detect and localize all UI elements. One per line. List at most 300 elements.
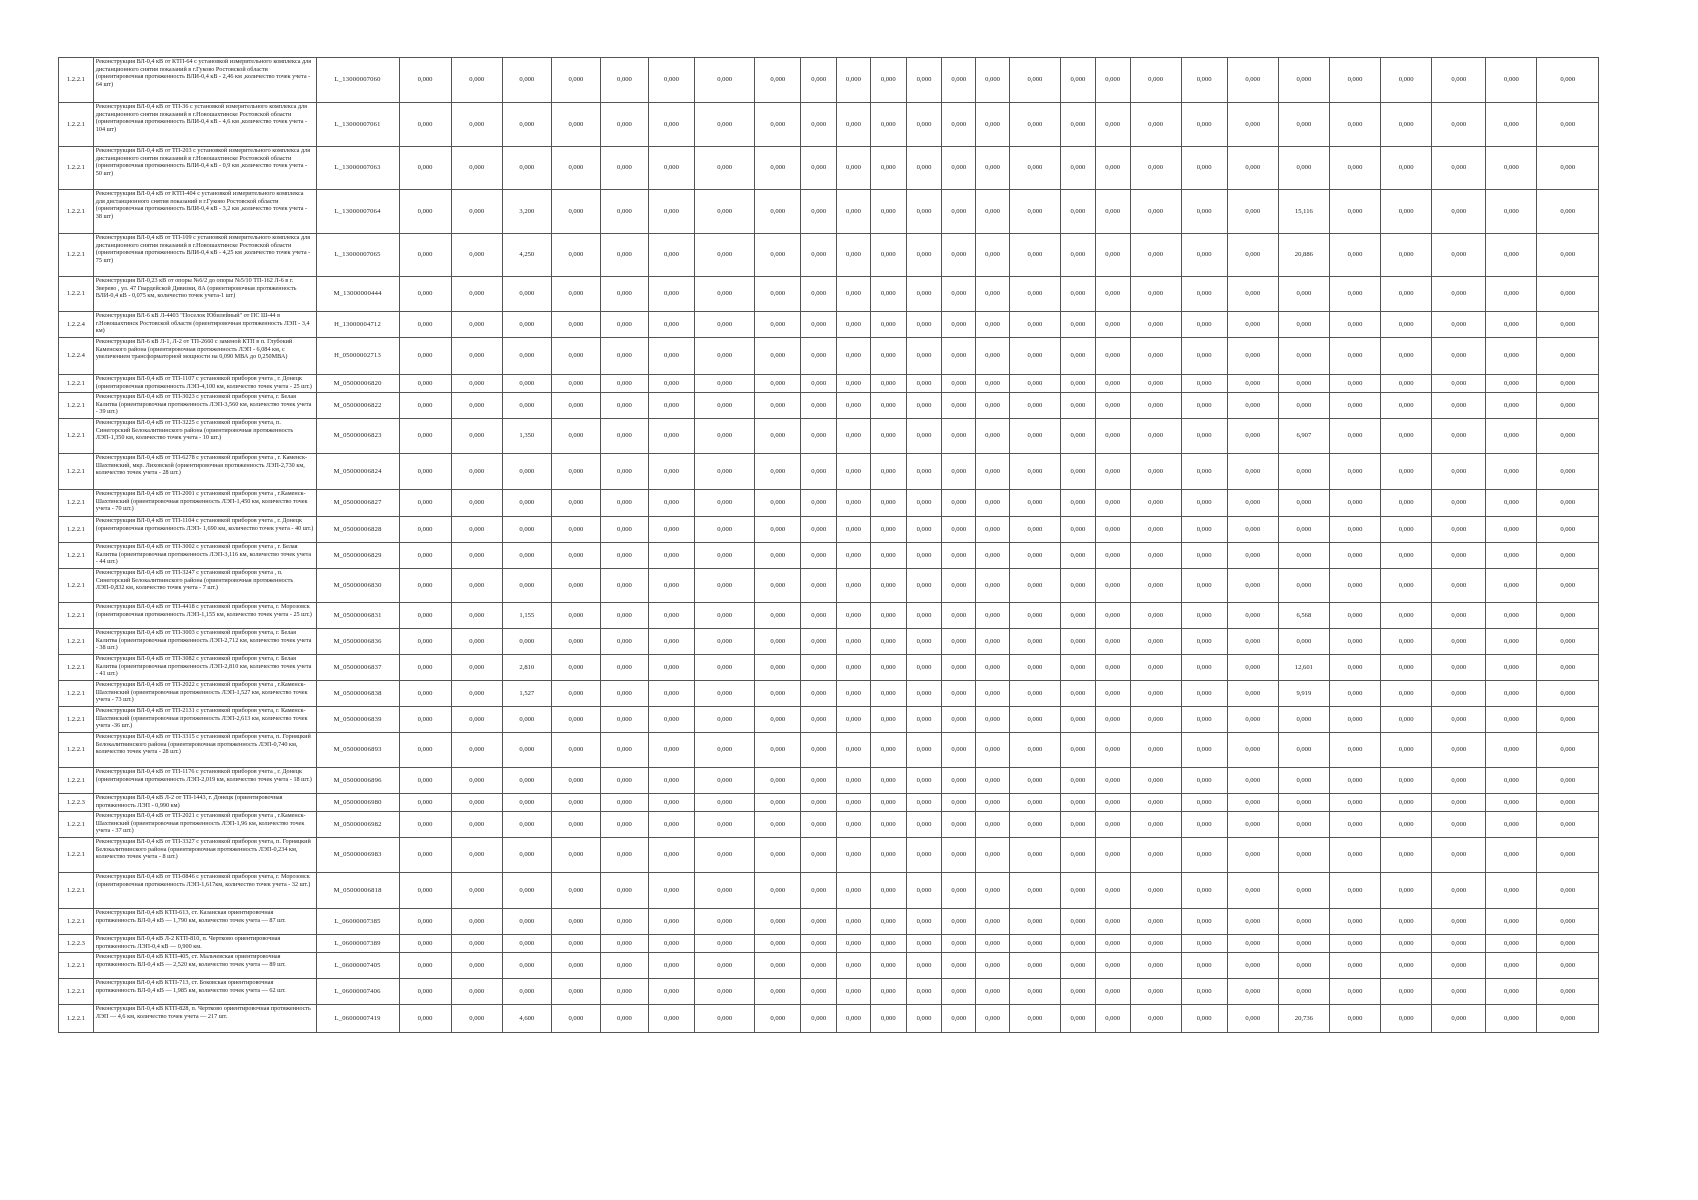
value-cell: 0,000 <box>502 338 551 375</box>
value-cell: 0,000 <box>1009 312 1060 338</box>
table-row <box>59 979 1599 1005</box>
value-cell: 0,000 <box>1061 812 1096 838</box>
value-cell: 0,000 <box>801 147 837 190</box>
value-cell: 0,000 <box>1061 935 1096 953</box>
value-cell: 0,000 <box>755 375 801 393</box>
value-cell: 0,000 <box>1329 707 1380 733</box>
value-cell: 0,000 <box>1181 655 1227 681</box>
value-cell: 0,000 <box>502 490 551 517</box>
value-cell: 0,000 <box>1329 147 1380 190</box>
value-cell: 0,000 <box>1095 338 1130 375</box>
value-cell: 0,000 <box>801 393 837 419</box>
value-cell: 0,000 <box>906 375 942 393</box>
value-cell: 0,000 <box>1381 454 1432 490</box>
value-cell: 0,000 <box>1181 768 1227 794</box>
value-cell: 0,000 <box>1181 312 1227 338</box>
row-identifier-cell: M_05000006980 <box>316 794 399 812</box>
value-cell: 0,000 <box>551 517 600 543</box>
value-cell: 0,000 <box>648 603 694 629</box>
value-cell: 0,000 <box>1095 979 1130 1005</box>
value-cell: 0,000 <box>755 935 801 953</box>
table-row <box>59 147 1599 190</box>
value-cell: 0,000 <box>1061 338 1096 375</box>
value-cell: 0,000 <box>906 953 942 979</box>
value-cell: 0,000 <box>755 1005 801 1033</box>
value-cell: 0,000 <box>1009 935 1060 953</box>
value-cell: 0,000 <box>976 569 1010 603</box>
value-cell: 0,000 <box>755 629 801 655</box>
value-cell: 0,000 <box>1381 935 1432 953</box>
value-cell: 0,000 <box>551 812 600 838</box>
value-cell: 0,000 <box>551 419 600 454</box>
row-identifier-cell: L_13000007064 <box>316 190 399 234</box>
value-cell: 0,000 <box>1329 517 1380 543</box>
value-cell: 0,000 <box>1537 58 1599 103</box>
value-cell: 0,000 <box>801 838 837 873</box>
value-cell: 12,601 <box>1278 655 1329 681</box>
value-cell: 0,000 <box>1381 419 1432 454</box>
row-description-cell: Реконструкция ВЛ-0,4 кВ КТП-828, п. Чертково ориентировочная протяженность ЛЭП — 4,6 км, количество точек учета — 217 шт. <box>93 1005 316 1033</box>
value-cell: 0,000 <box>942 338 976 375</box>
value-cell: 0,000 <box>648 58 694 103</box>
value-cell: 0,000 <box>1095 953 1130 979</box>
row-code-cell: 1.2.2.4 <box>59 312 94 338</box>
value-cell: 0,000 <box>451 58 502 103</box>
value-cell: 0,000 <box>1061 543 1096 569</box>
value-cell: 0,000 <box>1181 103 1227 147</box>
value-cell: 0,000 <box>551 681 600 707</box>
value-cell: 0,000 <box>451 935 502 953</box>
value-cell: 0,000 <box>1486 1005 1537 1033</box>
value-cell: 0,000 <box>870 909 906 935</box>
value-cell: 0,000 <box>1381 234 1432 277</box>
value-cell: 0,000 <box>1227 953 1278 979</box>
value-cell: 0,000 <box>976 517 1010 543</box>
value-cell: 0,000 <box>399 147 451 190</box>
value-cell: 0,000 <box>755 603 801 629</box>
value-cell: 0,000 <box>1061 419 1096 454</box>
value-cell: 0,000 <box>451 953 502 979</box>
value-cell: 0,000 <box>837 953 871 979</box>
value-cell: 0,000 <box>451 681 502 707</box>
value-cell: 0,000 <box>600 794 648 812</box>
value-cell: 0,000 <box>755 543 801 569</box>
value-cell: 0,000 <box>1061 707 1096 733</box>
value-cell: 0,000 <box>1095 681 1130 707</box>
value-cell: 0,000 <box>870 707 906 733</box>
value-cell: 0,000 <box>1381 312 1432 338</box>
value-cell: 0,000 <box>906 768 942 794</box>
value-cell: 0,000 <box>600 517 648 543</box>
row-code-cell: 1.2.2.1 <box>59 58 94 103</box>
value-cell: 0,000 <box>837 393 871 419</box>
value-cell: 0,000 <box>551 873 600 909</box>
value-cell: 0,000 <box>451 312 502 338</box>
row-code-cell: 1.2.2.1 <box>59 103 94 147</box>
value-cell: 0,000 <box>1130 909 1181 935</box>
value-cell: 0,000 <box>694 794 754 812</box>
value-cell: 0,000 <box>942 935 976 953</box>
value-cell: 0,000 <box>1061 655 1096 681</box>
value-cell: 0,000 <box>502 517 551 543</box>
value-cell: 0,000 <box>1009 58 1060 103</box>
row-description-cell: Реконструкция ВЛ-0,4 кВ от ТП-3082 с установкой приборов учета, г. Белая Калитва (ориентировочная протяженность ЛЭП-2,810 км, количество точек учета - 41 шт.) <box>93 655 316 681</box>
value-cell: 0,000 <box>1329 375 1380 393</box>
value-cell: 0,000 <box>1278 312 1329 338</box>
row-description-cell: Реконструкция ВЛ-0,4 кВ от ТП-0846 с установкой приборов учета, г. Морозовск (ориентировочная протяженность ЛЭП-1,617км, количество точек учета - 32 шт.) <box>93 873 316 909</box>
value-cell: 0,000 <box>694 953 754 979</box>
row-code-cell: 1.2.2.1 <box>59 234 94 277</box>
table-row <box>59 909 1599 935</box>
value-cell: 0,000 <box>551 393 600 419</box>
value-cell: 0,000 <box>399 419 451 454</box>
value-cell: 0,000 <box>1278 733 1329 768</box>
row-description-cell: Реконструкция ВЛ-0,4 кВ от ТП-6278 с установкой приборов учета , г. Каменск-Шахтинский, мкр. Лиховской (ориентировочная протяженность ЛЭП-2,730 км, количество точек учета - 28 шт.) <box>93 454 316 490</box>
row-description-cell: Реконструкция ВЛ-0,4 кВ от ТП-2001 с установкой приборов учета , г.Каменск-Шахтинский (ориентировочная протяженность ЛЭП-1,450 км, количество точек учета - 70 шт.) <box>93 490 316 517</box>
value-cell: 0,000 <box>399 768 451 794</box>
value-cell: 0,000 <box>551 234 600 277</box>
value-cell: 0,000 <box>942 419 976 454</box>
value-cell: 0,000 <box>1432 603 1486 629</box>
value-cell: 0,000 <box>801 103 837 147</box>
value-cell: 0,000 <box>755 707 801 733</box>
value-cell: 0,000 <box>870 393 906 419</box>
value-cell: 0,000 <box>399 603 451 629</box>
value-cell: 0,000 <box>1432 517 1486 543</box>
value-cell: 0,000 <box>451 277 502 312</box>
value-cell: 0,000 <box>694 543 754 569</box>
value-cell: 0,000 <box>1381 909 1432 935</box>
value-cell: 0,000 <box>1009 953 1060 979</box>
value-cell: 0,000 <box>942 103 976 147</box>
row-code-cell: 1.2.2.3 <box>59 794 94 812</box>
value-cell: 0,000 <box>551 375 600 393</box>
value-cell: 0,000 <box>906 543 942 569</box>
value-cell: 0,000 <box>1329 979 1380 1005</box>
value-cell: 0,000 <box>1329 58 1380 103</box>
table-row <box>59 733 1599 768</box>
value-cell: 0,000 <box>1009 768 1060 794</box>
value-cell: 0,000 <box>502 393 551 419</box>
value-cell: 0,000 <box>1486 733 1537 768</box>
value-cell: 0,000 <box>801 953 837 979</box>
value-cell: 0,000 <box>1227 812 1278 838</box>
value-cell: 0,000 <box>837 733 871 768</box>
table-row <box>59 629 1599 655</box>
value-cell: 0,000 <box>399 681 451 707</box>
value-cell: 0,000 <box>1278 103 1329 147</box>
value-cell: 0,000 <box>1486 58 1537 103</box>
value-cell: 0,000 <box>1095 838 1130 873</box>
row-identifier-cell: M_05000006829 <box>316 543 399 569</box>
row-identifier-cell: M_05000006836 <box>316 629 399 655</box>
value-cell: 0,000 <box>451 707 502 733</box>
value-cell: 0,000 <box>801 1005 837 1033</box>
value-cell: 0,000 <box>451 419 502 454</box>
value-cell: 0,000 <box>694 768 754 794</box>
value-cell: 0,000 <box>942 909 976 935</box>
row-identifier-cell: M_05000006823 <box>316 419 399 454</box>
value-cell: 0,000 <box>1278 517 1329 543</box>
value-cell: 0,000 <box>1009 629 1060 655</box>
row-identifier-cell: L_13000007063 <box>316 147 399 190</box>
value-cell: 0,000 <box>906 733 942 768</box>
table-row <box>59 603 1599 629</box>
value-cell: 0,000 <box>451 190 502 234</box>
value-cell: 0,000 <box>906 569 942 603</box>
value-cell: 0,000 <box>837 935 871 953</box>
value-cell: 0,000 <box>694 419 754 454</box>
value-cell: 0,000 <box>976 655 1010 681</box>
value-cell: 20,886 <box>1278 234 1329 277</box>
value-cell: 20,736 <box>1278 1005 1329 1033</box>
value-cell: 0,000 <box>801 454 837 490</box>
value-cell: 0,000 <box>1432 277 1486 312</box>
value-cell: 0,000 <box>870 375 906 393</box>
value-cell: 0,000 <box>1181 794 1227 812</box>
value-cell: 1,155 <box>502 603 551 629</box>
value-cell: 0,000 <box>837 147 871 190</box>
table-row <box>59 543 1599 569</box>
value-cell: 0,000 <box>870 419 906 454</box>
value-cell: 0,000 <box>1227 190 1278 234</box>
row-description-cell: Реконструкция ВЛ-6 кВ Л-1, Л-2 от ТП-2660 с заменой КТП в п. Глубокий Каменского района (ориентировочная протяженность ЛЭП - 6,084 км, с увеличением трансформаторной мощности на 0,090 МВА до 0,250МВА) <box>93 338 316 375</box>
value-cell: 0,000 <box>399 873 451 909</box>
value-cell: 0,000 <box>1061 794 1096 812</box>
value-cell: 0,000 <box>1095 733 1130 768</box>
value-cell: 0,000 <box>976 909 1010 935</box>
value-cell: 0,000 <box>694 812 754 838</box>
value-cell: 0,000 <box>551 909 600 935</box>
value-cell: 0,000 <box>1130 277 1181 312</box>
value-cell: 0,000 <box>600 312 648 338</box>
value-cell: 0,000 <box>1486 375 1537 393</box>
value-cell: 0,000 <box>1329 490 1380 517</box>
value-cell: 0,000 <box>600 979 648 1005</box>
value-cell: 0,000 <box>551 935 600 953</box>
value-cell: 0,000 <box>837 873 871 909</box>
row-code-cell: 1.2.2.1 <box>59 603 94 629</box>
row-description-cell: Реконструкция ВЛ-0,4 кВ Л-2 КТП-810, п. Чертково ориентировочная протяженность ЛЭП-0,4 кВ — 0,900 км. <box>93 935 316 953</box>
value-cell: 0,000 <box>551 569 600 603</box>
value-cell: 0,000 <box>694 338 754 375</box>
value-cell: 0,000 <box>600 655 648 681</box>
value-cell: 0,000 <box>906 147 942 190</box>
value-cell: 0,000 <box>1061 103 1096 147</box>
value-cell: 0,000 <box>942 873 976 909</box>
table-row <box>59 517 1599 543</box>
table-row <box>59 707 1599 733</box>
row-code-cell: 1.2.2.1 <box>59 1005 94 1033</box>
value-cell: 0,000 <box>1227 909 1278 935</box>
value-cell: 0,000 <box>600 629 648 655</box>
value-cell: 0,000 <box>976 733 1010 768</box>
value-cell: 0,000 <box>942 393 976 419</box>
value-cell: 0,000 <box>837 794 871 812</box>
value-cell: 0,000 <box>942 454 976 490</box>
value-cell: 0,000 <box>1537 935 1599 953</box>
value-cell: 0,000 <box>1095 569 1130 603</box>
value-cell: 0,000 <box>837 707 871 733</box>
value-cell: 0,000 <box>1130 490 1181 517</box>
value-cell: 0,000 <box>600 768 648 794</box>
value-cell: 0,000 <box>399 312 451 338</box>
value-cell: 0,000 <box>502 935 551 953</box>
value-cell: 0,000 <box>1537 873 1599 909</box>
value-cell: 0,000 <box>648 733 694 768</box>
row-identifier-cell: M_13000000444 <box>316 277 399 312</box>
value-cell: 4,600 <box>502 1005 551 1033</box>
value-cell: 0,000 <box>694 375 754 393</box>
value-cell: 0,000 <box>1181 277 1227 312</box>
value-cell: 0,000 <box>1381 338 1432 375</box>
row-identifier-cell: M_05000006828 <box>316 517 399 543</box>
value-cell: 0,000 <box>1278 979 1329 1005</box>
value-cell: 0,000 <box>1329 190 1380 234</box>
value-cell: 0,000 <box>694 1005 754 1033</box>
row-code-cell: 1.2.2.1 <box>59 655 94 681</box>
value-cell: 0,000 <box>755 979 801 1005</box>
value-cell: 0,000 <box>1009 419 1060 454</box>
value-cell: 0,000 <box>694 454 754 490</box>
row-description-cell: Реконструкция ВЛ-0,4 кВ от ТП-1107 с установкой приборов учета , г. Донецк (ориентировочная протяженность ЛЭП-4,100 км, количество точек учета - 25 шт.) <box>93 375 316 393</box>
value-cell: 0,000 <box>976 190 1010 234</box>
row-identifier-cell: L_06000007385 <box>316 909 399 935</box>
table-row <box>59 490 1599 517</box>
value-cell: 0,000 <box>600 953 648 979</box>
value-cell: 0,000 <box>1181 1005 1227 1033</box>
value-cell: 0,000 <box>942 490 976 517</box>
value-cell: 0,000 <box>1227 234 1278 277</box>
value-cell: 0,000 <box>1278 935 1329 953</box>
value-cell: 0,000 <box>648 393 694 419</box>
value-cell: 0,000 <box>399 190 451 234</box>
value-cell: 0,000 <box>600 103 648 147</box>
value-cell: 0,000 <box>600 147 648 190</box>
row-description-cell: Реконструкция ВЛ-0,4 кВ от ТП-36 с установкой измерительного комплекса для дистанционного снятия показаний в г.Новошахтинске Ростовской области (ориентировочная протяженность ВЛИ-0,4 кВ - 4,6 км ,количество точек учета - 104 шт) <box>93 103 316 147</box>
value-cell: 0,000 <box>837 234 871 277</box>
value-cell: 0,000 <box>1432 1005 1486 1033</box>
value-cell: 0,000 <box>976 454 1010 490</box>
value-cell: 0,000 <box>1329 733 1380 768</box>
value-cell: 0,000 <box>1432 103 1486 147</box>
value-cell: 0,000 <box>502 838 551 873</box>
value-cell: 0,000 <box>1095 147 1130 190</box>
value-cell: 0,000 <box>648 707 694 733</box>
value-cell: 0,000 <box>755 733 801 768</box>
value-cell: 0,000 <box>976 375 1010 393</box>
value-cell: 0,000 <box>600 812 648 838</box>
value-cell: 0,000 <box>551 707 600 733</box>
value-cell: 0,000 <box>1486 454 1537 490</box>
value-cell: 0,000 <box>976 603 1010 629</box>
value-cell: 0,000 <box>942 979 976 1005</box>
value-cell: 0,000 <box>755 909 801 935</box>
table-row <box>59 277 1599 312</box>
value-cell: 0,000 <box>1181 909 1227 935</box>
value-cell: 0,000 <box>551 979 600 1005</box>
value-cell: 0,000 <box>502 569 551 603</box>
table-body <box>59 58 1599 1033</box>
value-cell: 0,000 <box>1381 569 1432 603</box>
value-cell: 0,000 <box>648 629 694 655</box>
row-identifier-cell: M_05000006838 <box>316 681 399 707</box>
row-code-cell: 1.2.2.4 <box>59 338 94 375</box>
value-cell: 0,000 <box>1486 517 1537 543</box>
value-cell: 0,000 <box>1095 517 1130 543</box>
value-cell: 4,250 <box>502 234 551 277</box>
value-cell: 0,000 <box>1278 454 1329 490</box>
row-description-cell: Реконструкция ВЛ-0,4 кВ от ТП-3315 с установкой приборов учета, п. Горняцкий Белокалитвинского района (ориентировочная протяженность ЛЭП-0,740 км, количество точек учета - 28 шт.) <box>93 733 316 768</box>
row-code-cell: 1.2.2.3 <box>59 935 94 953</box>
value-cell: 0,000 <box>648 935 694 953</box>
row-code-cell: 1.2.2.1 <box>59 147 94 190</box>
value-cell: 0,000 <box>1227 517 1278 543</box>
value-cell: 0,000 <box>1130 147 1181 190</box>
value-cell: 0,000 <box>1227 768 1278 794</box>
value-cell: 0,000 <box>694 312 754 338</box>
value-cell: 0,000 <box>1095 103 1130 147</box>
value-cell: 0,000 <box>906 812 942 838</box>
value-cell: 0,000 <box>1227 681 1278 707</box>
value-cell: 0,000 <box>1381 768 1432 794</box>
value-cell: 0,000 <box>694 979 754 1005</box>
value-cell: 0,000 <box>648 569 694 603</box>
value-cell: 0,000 <box>1537 953 1599 979</box>
value-cell: 0,000 <box>801 909 837 935</box>
value-cell: 0,000 <box>1181 190 1227 234</box>
value-cell: 0,000 <box>1061 909 1096 935</box>
value-cell: 0,000 <box>1486 569 1537 603</box>
value-cell: 0,000 <box>451 812 502 838</box>
table-row <box>59 419 1599 454</box>
row-identifier-cell: M_05000006896 <box>316 768 399 794</box>
value-cell: 0,000 <box>801 655 837 681</box>
value-cell: 0,000 <box>502 375 551 393</box>
row-identifier-cell: L_06000007405 <box>316 953 399 979</box>
value-cell: 0,000 <box>870 873 906 909</box>
value-cell: 0,000 <box>1095 234 1130 277</box>
row-description-cell: Реконструкция ВЛ-0,4 кВ от ТП-3023 с установкой приборов учета, г. Белая Калитва (ориентировочная протяженность ЛЭП-3,560 км, количество точек учета - 39 шт.) <box>93 393 316 419</box>
value-cell: 1,350 <box>502 419 551 454</box>
value-cell: 0,000 <box>1009 655 1060 681</box>
value-cell: 0,000 <box>906 190 942 234</box>
value-cell: 0,000 <box>600 393 648 419</box>
value-cell: 0,000 <box>1227 103 1278 147</box>
value-cell: 0,000 <box>600 190 648 234</box>
value-cell: 0,000 <box>1061 979 1096 1005</box>
value-cell: 0,000 <box>906 629 942 655</box>
value-cell: 0,000 <box>1486 603 1537 629</box>
value-cell: 0,000 <box>551 58 600 103</box>
value-cell: 0,000 <box>1486 873 1537 909</box>
value-cell: 0,000 <box>1486 838 1537 873</box>
value-cell: 0,000 <box>942 517 976 543</box>
value-cell: 0,000 <box>399 375 451 393</box>
row-code-cell: 1.2.2.1 <box>59 490 94 517</box>
value-cell: 0,000 <box>648 794 694 812</box>
row-description-cell: Реконструкция ВЛ-0,4 кВ от ТП-1104 с установкой приборов учета , г. Донецк (ориентировочная протяженность ЛЭП- 1,690 км, количество точек учета - 40 шт.) <box>93 517 316 543</box>
value-cell: 0,000 <box>942 655 976 681</box>
value-cell: 0,000 <box>1432 490 1486 517</box>
row-identifier-cell: M_05000006818 <box>316 873 399 909</box>
table-row <box>59 812 1599 838</box>
value-cell: 0,000 <box>1130 454 1181 490</box>
value-cell: 0,000 <box>1381 543 1432 569</box>
value-cell: 0,000 <box>1130 543 1181 569</box>
value-cell: 0,000 <box>600 569 648 603</box>
value-cell: 0,000 <box>1095 629 1130 655</box>
